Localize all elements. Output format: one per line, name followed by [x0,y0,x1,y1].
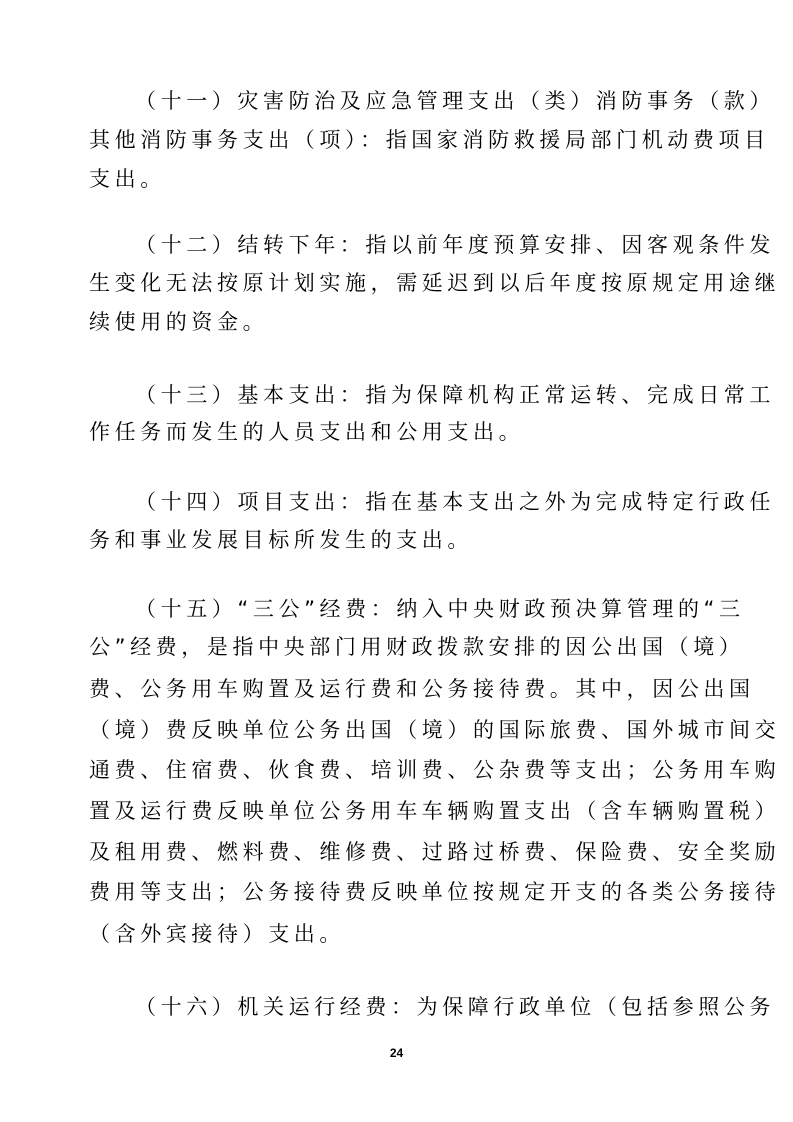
paragraph-2-line-1: （十二）结转下年：指以前年度预算安排、因客观条件发 [135,233,775,257]
paragraph-5-line-7: 及租用费、燃料费、维修费、过路过桥费、保险费、安全奖励 [89,840,781,864]
paragraph-3-line-1: （十三）基本支出：指为保障机构正常运转、完成日常工 [135,383,775,407]
paragraph-2-line-3: 续使用的资金。 [89,310,269,334]
paragraph-5-line-8: 费用等支出；公务接待费反映单位按规定开支的各类公务接待 [89,880,781,904]
paragraph-1-line-1: （十一）灾害防治及应急管理支出（类）消防事务（款） [135,89,775,113]
page-number: 24 [389,1046,404,1060]
paragraph-5-line-9: （含外宾接待）支出。 [89,922,345,946]
paragraph-4-line-2: 务和事业发展目标所发生的支出。 [89,528,473,552]
paragraph-5-line-2: 公”经费，是指中央部门用财政拨款安排的因公出国（境） [89,635,745,659]
paragraph-3-line-2: 作任务而发生的人员支出和公用支出。 [89,420,525,444]
paragraph-1-line-3: 支出。 [89,167,166,191]
paragraph-5-line-5: 通费、住宿费、伙食费、培训费、公杂费等支出；公务用车购 [89,758,781,782]
paragraph-5-line-1: （十五）“三公”经费：纳入中央财政预决算管理的“三 [135,597,745,621]
paragraph-1-line-2: 其他消防事务支出（项）：指国家消防救援局部门机动费项目 [89,128,770,152]
paragraph-2-line-2: 生变化无法按原计划实施，需延迟到以后年度按原规定用途继 [89,271,781,295]
paragraph-4-line-1: （十四）项目支出：指在基本支出之外为完成特定行政任 [135,490,775,514]
paragraph-5-line-3: 费、公务用车购置及运行费和公务接待费。其中，因公出国 [89,677,755,701]
paragraph-5-line-4: （境）费反映单位公务出国（境）的国际旅费、国外城市间交 [89,718,781,742]
paragraph-5-line-6: 置及运行费反映单位公务用车车辆购置支出（含车辆购置税） [89,799,781,823]
paragraph-6-line-1: （十六）机关运行经费：为保障行政单位（包括参照公务 [135,995,775,1019]
